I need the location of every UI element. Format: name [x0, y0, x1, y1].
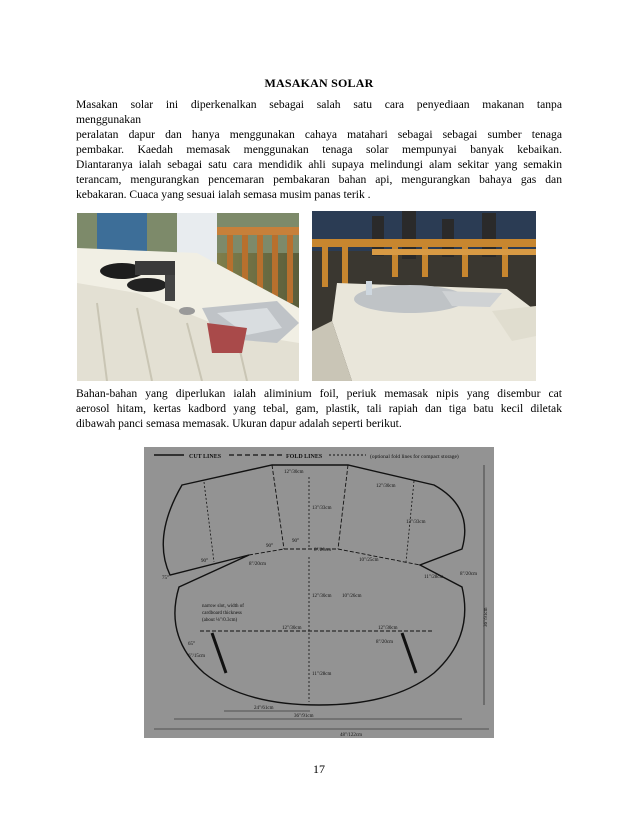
angle-90b: 90° — [292, 539, 299, 544]
page-title: MASAKAN SOLAR — [264, 76, 374, 90]
intro-line: terancam, mengurangkan pencemaran pembakaran bahan api, mengurangkan bahaya gas dan — [76, 173, 562, 186]
photo-table-materials — [77, 213, 299, 381]
intro-line: peralatan dapur dan hanya menggunakan cahaya matahari sebagai sebagai sumber tenaga — [76, 128, 562, 141]
intro-line: kebakaran. Cuaca yang sesuai ialah semasa musim panas terik . — [76, 188, 371, 201]
slot-note-2: cardboard thickness — [202, 611, 242, 616]
dim-right-8: 8"/20cm — [460, 572, 478, 577]
slot-note-3: (about ⅛"/0.3cm) — [202, 618, 238, 623]
dim-mid-right-12: 12"/30cm — [378, 626, 398, 631]
dim-left-slot: 6"/15cm — [188, 654, 206, 659]
materials-line: dibawah panci semasa memasak. Ukuran dapur adalah seperti berikut. — [76, 417, 402, 430]
dim-top-right: 12"/30cm — [376, 484, 396, 489]
dim-right-11: 11"/28cm — [424, 575, 444, 580]
materials-line: Bahan-bahan yang diperlukan ialah aliminium foil, periuk memasak nipis yang disembur cat — [76, 387, 562, 400]
dim-center-8: 8"/20cm — [314, 548, 332, 553]
legend-cut: CUT LINES — [189, 454, 222, 460]
materials-paragraph — [76, 386, 562, 431]
intro-line: Diantaranya ialah sebagai satu cara mendidik ahli supaya melindungi alam sekitar yang semakin — [76, 158, 562, 171]
dim-right-side: 36"/91cm — [484, 607, 489, 627]
angle-65: 65° — [188, 642, 195, 647]
slot-note-1: narrow slot, width of — [202, 604, 244, 609]
dim-top-left: 12"/30cm — [284, 470, 304, 475]
materials-line: aerosol hitam, kertas kadbord yang tebal, gam, plastik, tali rapiah dan tiga batu kecil diletak — [76, 402, 562, 415]
intro-line: pembakar. Kaedah memasak menggunakan tenaga solar mempunyai banyak kebaikan. — [76, 143, 562, 156]
legend-optional: (optional fold lines for compact storage) — [370, 454, 459, 460]
dim-bottom-48: 48"/122cm — [340, 733, 363, 738]
intro-line: menggunakan — [76, 113, 142, 126]
page-number: 17 — [313, 762, 325, 776]
intro-line: Masakan solar ini diperkenalkan sebagai salah satu cara penyediaan makanan tanpa — [76, 98, 562, 111]
dim-left-8: 8"/20cm — [249, 562, 267, 567]
legend-fold: FOLD LINES — [286, 454, 323, 460]
dim-right-diag: 13"/33cm — [406, 520, 426, 525]
angle-90a: 90° — [266, 544, 273, 549]
cooker-template-diagram — [144, 447, 494, 738]
dim-bottom-36: 36"/91cm — [294, 714, 314, 719]
angle-90c: 90° — [201, 559, 208, 564]
dim-bottom-24: 24"/61cm — [254, 706, 274, 711]
photo-cardboard-on-table — [312, 211, 536, 381]
dim-lower-11: 11"/28cm — [312, 672, 332, 677]
dim-right-10: 10"/25cm — [359, 558, 379, 563]
intro-paragraph — [76, 97, 562, 202]
angle-75: 75° — [162, 576, 169, 581]
dim-mid-12b: 12"/30cm — [282, 626, 302, 631]
dim-mid-12: 12"/30cm — [312, 594, 332, 599]
dim-mid-right-8: 8"/20cm — [376, 640, 394, 645]
dim-mid-10: 10"/26cm — [342, 594, 362, 599]
dim-vertical-mid: 13"/33cm — [312, 506, 332, 511]
